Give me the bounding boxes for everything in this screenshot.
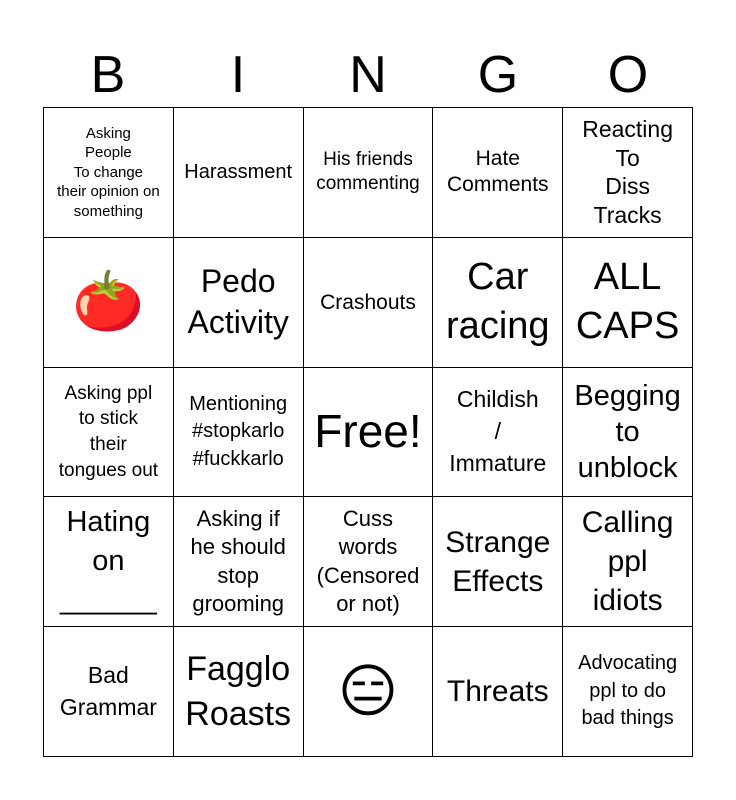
bingo-cell-text: Bad Grammar	[59, 661, 157, 720]
bingo-cell-text: Crashouts	[320, 290, 416, 314]
bingo-cell[interactable]	[304, 627, 434, 757]
bingo-cell[interactable]	[563, 108, 693, 238]
bingo-cell-text: Childish / Immature	[449, 386, 547, 476]
bingo-cell-text: His friends commenting	[316, 148, 420, 195]
bingo-cell-text: Cuss words (Censored or not)	[316, 505, 420, 617]
bingo-cell[interactable]	[433, 238, 563, 368]
bingo-cell-text: Advocating ppl to do bad things	[578, 652, 678, 730]
bingo-cell-text: Threats	[446, 674, 549, 708]
bingo-cell-text: Car racing	[446, 255, 550, 348]
bingo-cell-text: Fagglo Roasts	[185, 649, 292, 733]
tomato-icon: 🍅	[72, 269, 145, 335]
bingo-cell-text: Hate Comments	[447, 147, 549, 197]
bingo-cell[interactable]	[563, 627, 693, 757]
bingo-cell-text: Begging to unblock	[574, 379, 681, 485]
bingo-cell[interactable]	[433, 368, 563, 498]
bingo-cell-text: ALL CAPS	[575, 255, 680, 348]
bingo-cell-text: Mentioning #stopkarlo #fuckkarlo	[189, 392, 288, 470]
bingo-cell-text: Asking ppl to stick their tongues out	[58, 382, 159, 481]
bingo-cell-text: Asking People To change their opinion on something	[57, 124, 160, 220]
bingo-cell[interactable]	[44, 108, 174, 238]
bingo-cell[interactable]	[433, 627, 563, 757]
bingo-cell[interactable]	[174, 627, 304, 757]
bingo-cell-text: Harassment	[184, 161, 293, 184]
header-letter-o: O	[607, 46, 649, 104]
bingo-cell[interactable]	[304, 108, 434, 238]
bingo-cell[interactable]	[174, 497, 304, 627]
bingo-cell[interactable]	[304, 238, 434, 368]
bingo-cell-text: Asking if he should stop grooming	[190, 505, 286, 617]
bingo-cell-text: Reacting To Diss Tracks	[582, 115, 673, 229]
bingo-cell[interactable]	[304, 497, 434, 627]
bingo-cell[interactable]	[44, 627, 174, 757]
bingo-cell[interactable]	[433, 108, 563, 238]
bingo-cell[interactable]	[174, 238, 304, 368]
bingo-header	[43, 44, 693, 106]
bingo-cell[interactable]	[44, 238, 174, 368]
bingo-cell[interactable]	[304, 368, 434, 498]
bingo-cell[interactable]	[174, 368, 304, 498]
bingo-cell[interactable]	[44, 368, 174, 498]
header-letter-g: G	[477, 46, 519, 104]
bingo-cell-text: Calling ppl idiots	[581, 506, 674, 618]
bingo-cell-text: Pedo Activity	[187, 262, 289, 341]
header-letter-n: N	[349, 46, 387, 104]
bingo-cell[interactable]	[563, 497, 693, 627]
bingo-cell[interactable]	[563, 368, 693, 498]
bingo-cell[interactable]	[433, 497, 563, 627]
bingo-cell-text: Strange Effects	[445, 525, 551, 598]
bingo-cell[interactable]	[563, 238, 693, 368]
header-letter-b: B	[90, 46, 126, 104]
bingo-cell-text: Free!	[314, 405, 422, 458]
bingo-cell-text: Hating on ______	[60, 506, 157, 617]
bingo-cell[interactable]	[174, 108, 304, 238]
header-letter-i: I	[230, 46, 246, 104]
bingo-card-grid	[43, 107, 693, 757]
expressionless-face-icon: 😑	[337, 658, 399, 724]
bingo-cell[interactable]	[44, 497, 174, 627]
